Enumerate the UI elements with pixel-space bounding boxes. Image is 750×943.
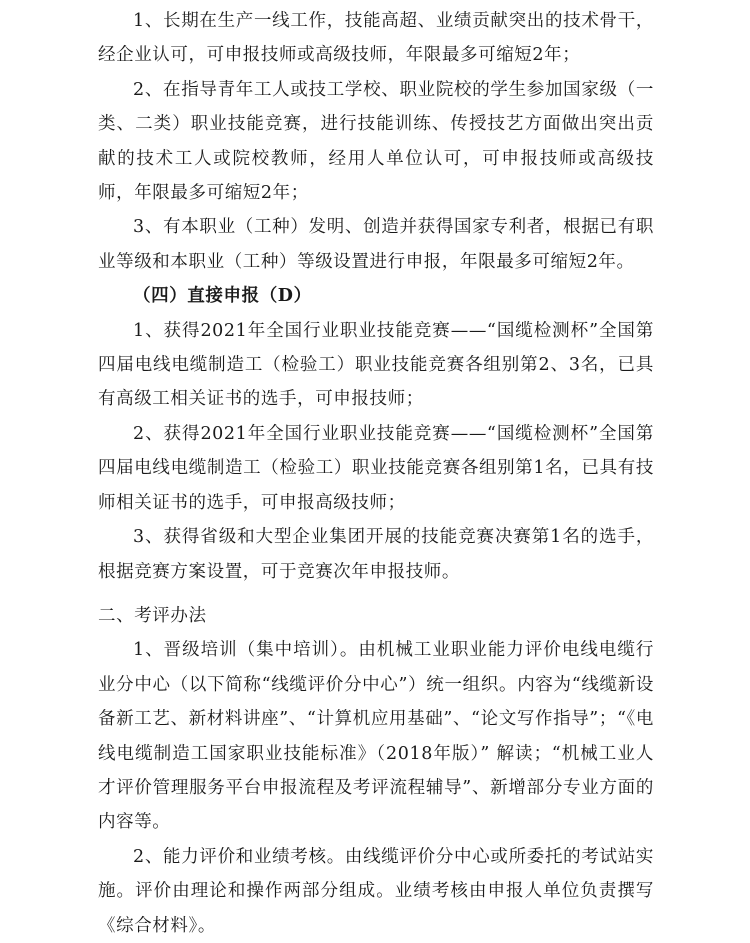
paragraph-ability-assessment: 2、能力评价和业绩考核。由线缆评价分中心或所委托的考试站实施。评价由理论和操作两部分组成。业绩考核由申报人单位负责撰写《综合材料》。 (98, 846, 654, 936)
paragraph-competition-rank-2-3: 1、获得2021年全国行业职业技能竞赛——“国缆检测杯”全国第四届电线电缆制造工（检验工）职业技能竞赛各组别第2、3名，已具有高级工相关证书的选手，可申报技师； (98, 320, 654, 410)
section-heading-direct-application: （四）直接申报（D） (133, 286, 312, 307)
paragraph-competition-rank-1: 2、获得2021年全国行业职业技能竞赛——“国缆检测杯”全国第四届电线电缆制造工（检验工）职业技能竞赛各组别第1名，已具有技师相关证书的选手，可申报高级技师； (98, 423, 654, 513)
paragraph-instructor-contribution: 2、在指导青年工人或技工学校、职业院校的学生参加国家级（一类、二类）职业技能竞赛，进行技能训练、传授技艺方面做出突出贡献的技术工人或院校教师，经用人单位认可，可申报技师或高级技师，年限最多可缩短2年； (98, 79, 654, 204)
paragraph-provincial-competition: 3、获得省级和大型企业集团开展的技能竞赛决赛第1名的选手，根据竞赛方案设置，可于竞赛次年申报技师。 (98, 527, 654, 582)
chapter-heading-evaluation-methods: 二、考评办法 (98, 605, 207, 626)
paragraph-promotion-training: 1、晋级培训（集中培训）。由机械工业职业能力评价电线电缆行业分中心（以下简称“线缆评价分中心”）统一组织。内容为“线缆新设备新工艺、新材料讲座”、“计算机应用基础”、“论文写作指导”；“《电线电缆制造工国家职业技能标准》（2018年版）” 解读；“机械工业人才评价管理服务平台申报流程及考评流程辅导”、新增部分专业方面的内容等。 (98, 640, 654, 833)
paragraph-skill-backbone: 1、长期在生产一线工作，技能高超、业绩贡献突出的技术骨干，经企业认可，可申报技师或高级技师，年限最多可缩短2年； (98, 11, 654, 66)
paragraph-patent-holder: 3、有本职业（工种）发明、创造并获得国家专利者，根据已有职业等级和本职业（工种）等级设置进行申报，年限最多可缩短2年。 (98, 217, 654, 272)
